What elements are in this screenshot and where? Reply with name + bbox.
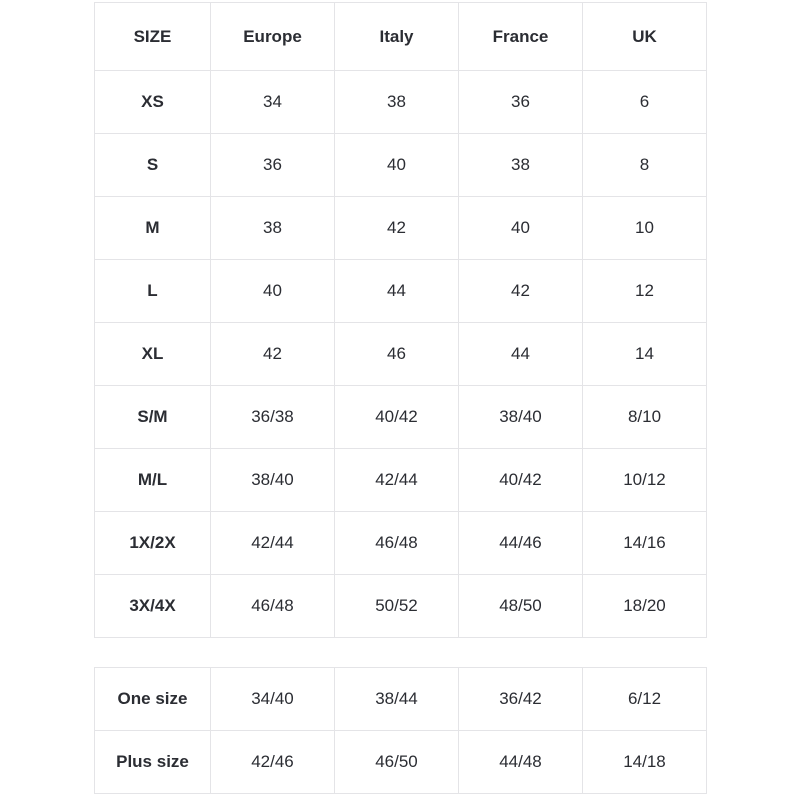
cell-italy: 42/44 — [335, 449, 459, 512]
extra-size-table-wrapper — [94, 667, 706, 794]
cell-europe: 40 — [211, 260, 335, 323]
table-row — [95, 449, 707, 512]
cell-italy: 38 — [335, 71, 459, 134]
cell-france: 44 — [459, 323, 583, 386]
cell-europe: 38/40 — [211, 449, 335, 512]
row-label: M — [95, 197, 211, 260]
table-row — [95, 260, 707, 323]
cell-france: 44/46 — [459, 512, 583, 575]
column-header-uk: UK — [583, 3, 707, 71]
table-row — [95, 386, 707, 449]
cell-france: 40 — [459, 197, 583, 260]
column-header-europe: Europe — [211, 3, 335, 71]
column-header-size: SIZE — [95, 3, 211, 71]
row-label: One size — [95, 668, 211, 731]
cell-uk: 14 — [583, 323, 707, 386]
cell-europe: 42/46 — [211, 731, 335, 794]
row-label: Plus size — [95, 731, 211, 794]
cell-france: 36 — [459, 71, 583, 134]
cell-uk: 14/18 — [583, 731, 707, 794]
table-row — [95, 668, 707, 731]
table-row — [95, 512, 707, 575]
cell-france: 44/48 — [459, 731, 583, 794]
cell-france: 38 — [459, 134, 583, 197]
cell-italy: 38/44 — [335, 668, 459, 731]
cell-europe: 42 — [211, 323, 335, 386]
main-size-table-wrapper — [94, 2, 706, 638]
table-row — [95, 71, 707, 134]
row-label: 3X/4X — [95, 575, 211, 638]
column-header-france: France — [459, 3, 583, 71]
cell-italy: 40 — [335, 134, 459, 197]
cell-europe: 36/38 — [211, 386, 335, 449]
row-label: L — [95, 260, 211, 323]
cell-uk: 14/16 — [583, 512, 707, 575]
extra-size-table — [94, 667, 707, 794]
row-label: XL — [95, 323, 211, 386]
cell-italy: 44 — [335, 260, 459, 323]
cell-italy: 40/42 — [335, 386, 459, 449]
cell-italy: 42 — [335, 197, 459, 260]
row-label: S — [95, 134, 211, 197]
cell-europe: 34/40 — [211, 668, 335, 731]
row-label: S/M — [95, 386, 211, 449]
main-size-table — [94, 2, 707, 638]
cell-europe: 36 — [211, 134, 335, 197]
cell-uk: 8 — [583, 134, 707, 197]
cell-italy: 46/50 — [335, 731, 459, 794]
row-label: 1X/2X — [95, 512, 211, 575]
table-row — [95, 575, 707, 638]
cell-europe: 34 — [211, 71, 335, 134]
cell-uk: 10 — [583, 197, 707, 260]
cell-uk: 6/12 — [583, 668, 707, 731]
cell-italy: 50/52 — [335, 575, 459, 638]
cell-uk: 12 — [583, 260, 707, 323]
table-row — [95, 134, 707, 197]
column-header-italy: Italy — [335, 3, 459, 71]
cell-france: 40/42 — [459, 449, 583, 512]
cell-uk: 6 — [583, 71, 707, 134]
cell-france: 42 — [459, 260, 583, 323]
cell-france: 36/42 — [459, 668, 583, 731]
cell-uk: 8/10 — [583, 386, 707, 449]
row-label: XS — [95, 71, 211, 134]
cell-italy: 46 — [335, 323, 459, 386]
table-row — [95, 197, 707, 260]
cell-europe: 42/44 — [211, 512, 335, 575]
table-row — [95, 731, 707, 794]
cell-uk: 18/20 — [583, 575, 707, 638]
cell-europe: 46/48 — [211, 575, 335, 638]
cell-france: 38/40 — [459, 386, 583, 449]
cell-france: 48/50 — [459, 575, 583, 638]
cell-uk: 10/12 — [583, 449, 707, 512]
cell-italy: 46/48 — [335, 512, 459, 575]
row-label: M/L — [95, 449, 211, 512]
table-header-row — [95, 3, 707, 71]
table-row — [95, 323, 707, 386]
cell-europe: 38 — [211, 197, 335, 260]
